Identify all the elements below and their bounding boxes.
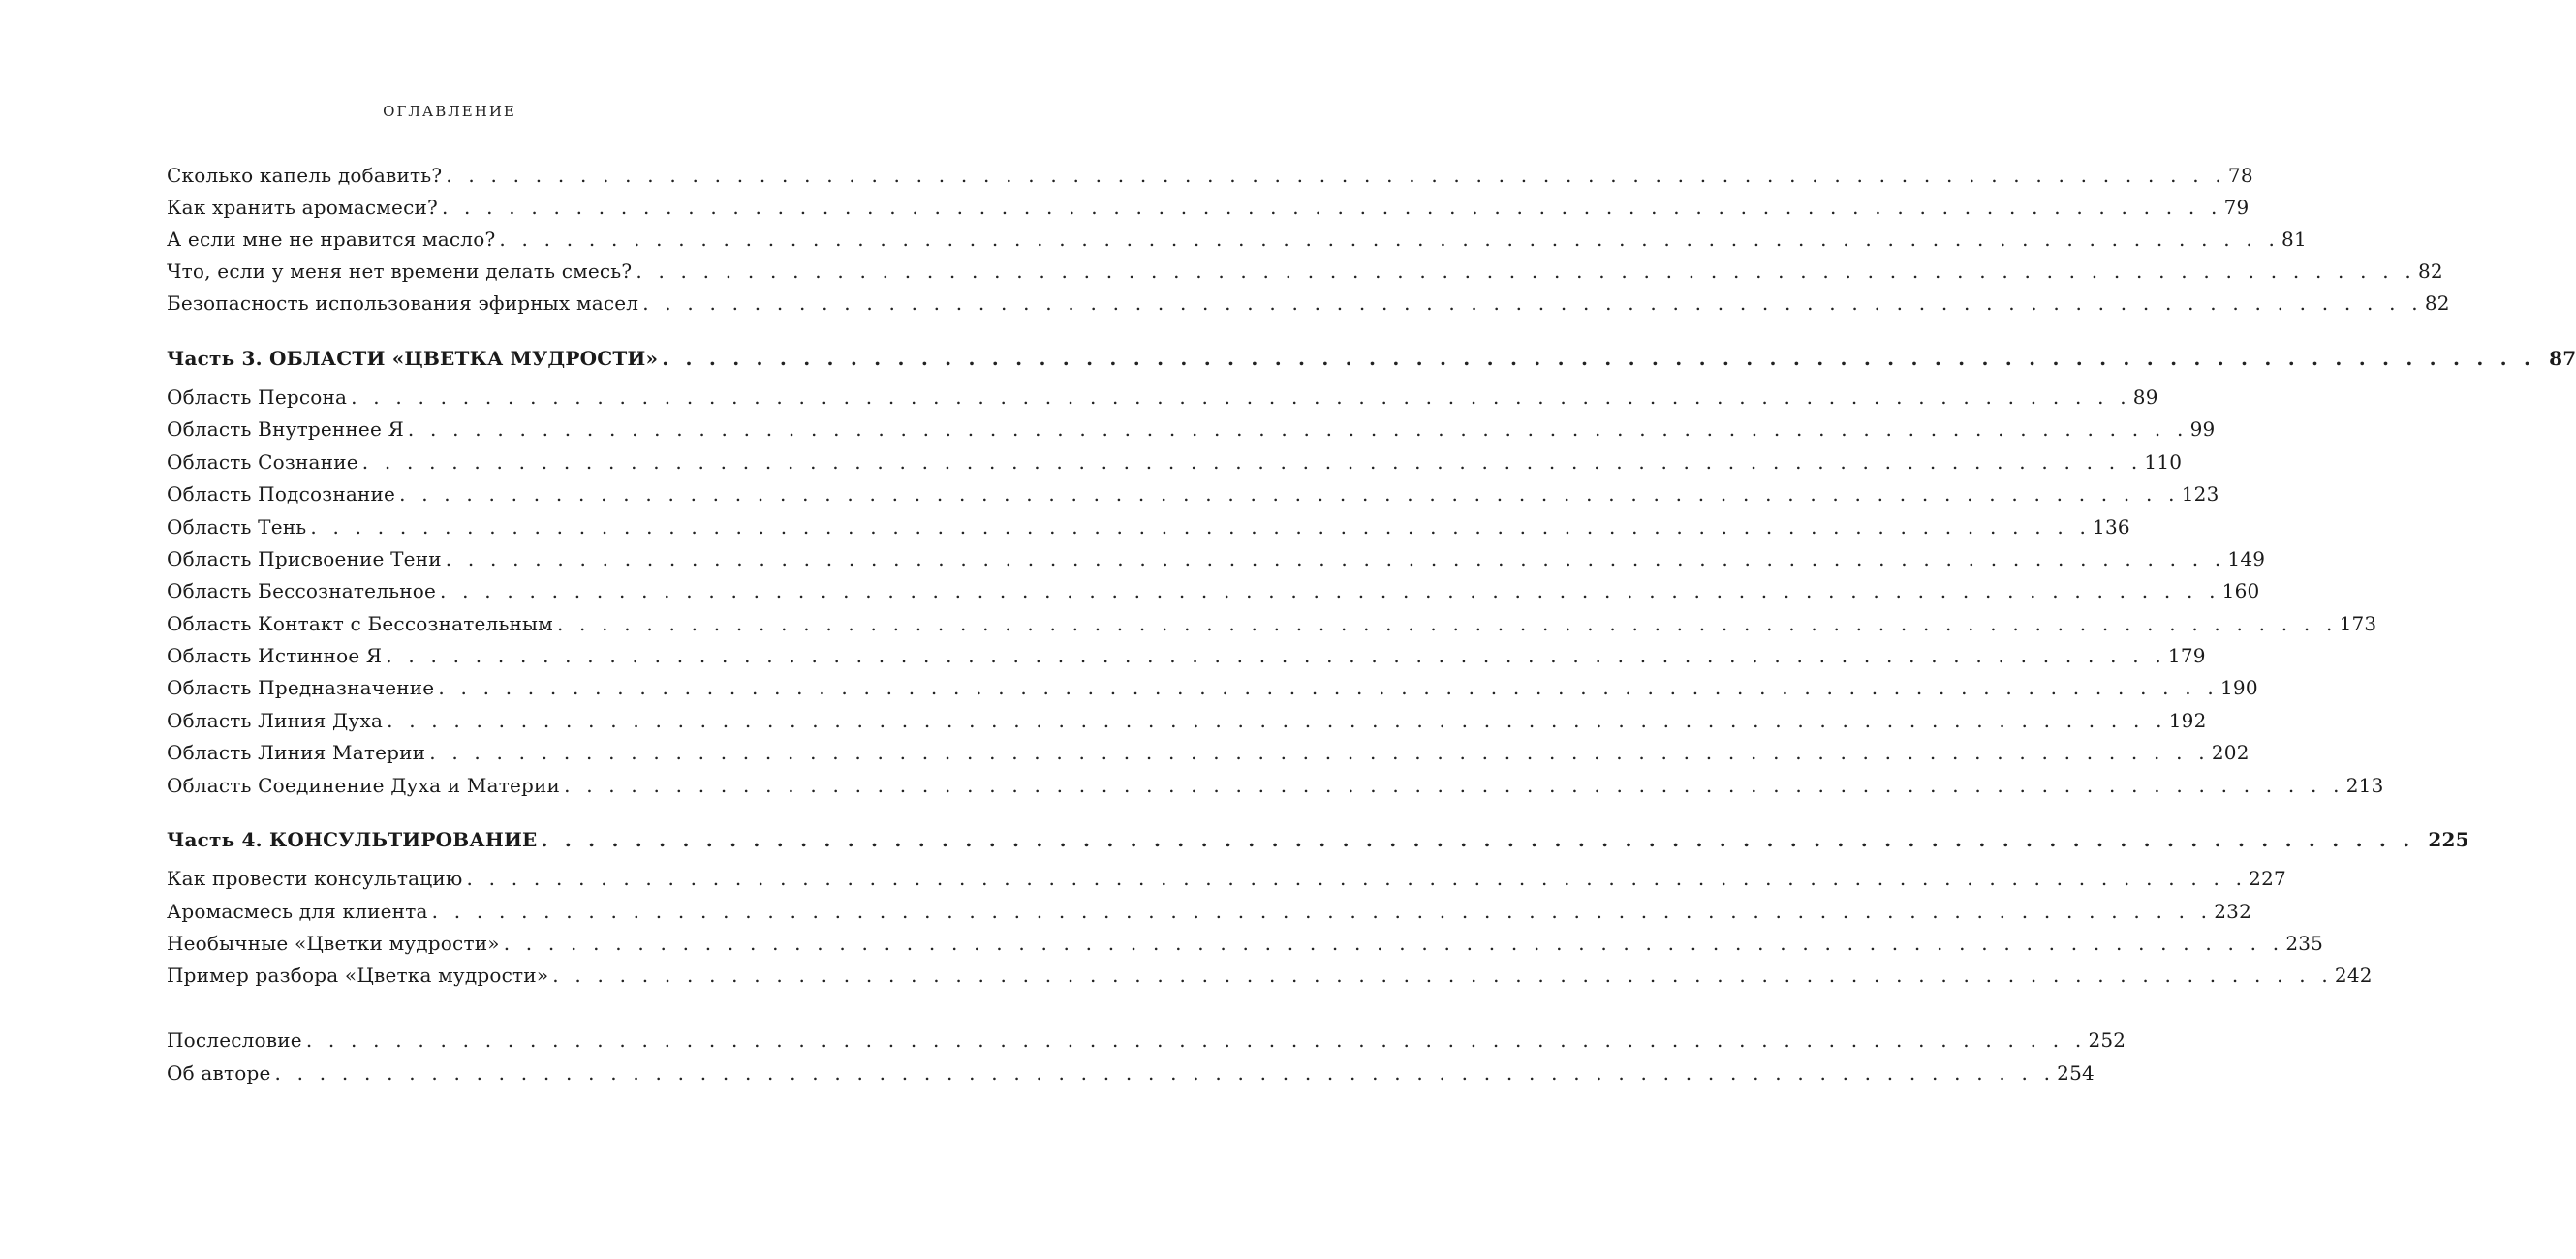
toc-entry-page: 213 bbox=[2345, 774, 2384, 797]
toc-entry[interactable] bbox=[167, 289, 2450, 318]
toc-leader: . . . . . . . . . . . . . . . . . . . . . . . . . . . . . . . . . . . . . . . . . . . . . . . . . . . . . . . . . . . . . . . . . . . . . . . . . . . . . . . . bbox=[541, 828, 2415, 851]
toc-leader: . . . . . . . . . . . . . . . . . . . . . . . . . . . . . . . . . . . . . . . . . . . . . . . . . . . . . . . . . . . . . . . . . . . . . . . . . . . . . . . . bbox=[310, 515, 2092, 538]
toc-entry-title: Пример разбора «Цветка мудрости» bbox=[167, 964, 549, 987]
toc-leader: . . . . . . . . . . . . . . . . . . . . . . . . . . . . . . . . . . . . . . . . . . . . . . . . . . . . . . . . . . . . . . . . . . . . . . . . . . . . . . . . bbox=[305, 1029, 2087, 1052]
toc-entry-page: 81 bbox=[2281, 228, 2307, 251]
toc-entry-page: 254 bbox=[2057, 1061, 2095, 1085]
toc-entry-title: Необычные «Цветки мудрости» bbox=[167, 932, 500, 955]
toc-entry[interactable] bbox=[167, 641, 2206, 670]
toc-part-heading[interactable] bbox=[167, 825, 2469, 854]
toc-entry[interactable] bbox=[167, 961, 2373, 990]
toc-entry-title: Об авторе bbox=[167, 1061, 271, 1085]
toc-leader: . . . . . . . . . . . . . . . . . . . . . . . . . . . . . . . . . . . . . . . . . . . . . . . . . . . . . . . . . . . . . . . . . . . . . . . . . . . . . . . . bbox=[466, 867, 2248, 890]
toc-entry[interactable] bbox=[167, 415, 2216, 444]
toc-entry-title: Область Линия Духа bbox=[167, 709, 384, 732]
toc-leader: . . . . . . . . . . . . . . . . . . . . . . . . . . . . . . . . . . . . . . . . . . . . . . . . . . . . . . . . . . . . . . . . . . . . . . . . . . . . . . . . bbox=[429, 741, 2210, 764]
toc-leader: . . . . . . . . . . . . . . . . . . . . . . . . . . . . . . . . . . . . . . . . . . . . . . . . . . . . . . . . . . . . . . . . . . . . . . . . . . . . . . . . bbox=[662, 347, 2536, 370]
toc-entry[interactable] bbox=[167, 447, 2183, 476]
toc-entry[interactable] bbox=[167, 257, 2443, 286]
toc-leader: . . . . . . . . . . . . . . . . . . . . . . . . . . . . . . . . . . . . . . . . . . . . . . . . . . . . . . . . . . . . . . . . . . . . . . . . . . . . . . . . bbox=[361, 450, 2143, 474]
toc-part-title: Часть 3. ОБЛАСТИ «ЦВЕТКА МУДРОСТИ» bbox=[167, 347, 659, 370]
running-head: ОГЛАВЛЕНИЕ bbox=[383, 103, 516, 120]
toc-leader: . . . . . . . . . . . . . . . . . . . . . . . . . . . . . . . . . . . . . . . . . . . . . . . . . . . . . . . . . . . . . . . . . . . . . . . . . . . . . . . . bbox=[556, 612, 2338, 635]
toc-entry-page: 227 bbox=[2249, 867, 2286, 890]
toc-entry-title: А если мне не нравится масло? bbox=[167, 228, 496, 251]
toc-leader: . . . . . . . . . . . . . . . . . . . . . . . . . . . . . . . . . . . . . . . . . . . . . . . . . . . . . . . . . . . . . . . . . . . . . . . . . . . . . . . . bbox=[441, 196, 2222, 219]
toc-entry[interactable] bbox=[167, 929, 2324, 958]
toc-leader: . . . . . . . . . . . . . . . . . . . . . . . . . . . . . . . . . . . . . . . . . . . . . . . . . . . . . . . . . . . . . . . . . . . . . . . . . . . . . . . . bbox=[642, 292, 2423, 315]
toc-entry-title: Как провести консультацию bbox=[167, 867, 463, 890]
toc-entry-page: 82 bbox=[2417, 260, 2443, 283]
toc-entry-page: 179 bbox=[2167, 644, 2206, 667]
toc-entry[interactable] bbox=[167, 1026, 2126, 1055]
toc-entry-page: 123 bbox=[2181, 482, 2219, 506]
toc-entry[interactable] bbox=[167, 544, 2266, 573]
toc-entry-title: Область Сознание bbox=[167, 450, 358, 474]
toc-entry-page: 89 bbox=[2132, 385, 2158, 409]
toc-entry[interactable] bbox=[167, 738, 2250, 767]
toc-entry-page: 99 bbox=[2189, 417, 2216, 441]
toc-leader: . . . . . . . . . . . . . . . . . . . . . . . . . . . . . . . . . . . . . . . . . . . . . . . . . . . . . . . . . . . . . . . . . . . . . . . . . . . . . . . . bbox=[387, 709, 2167, 732]
toc-entry-title: Что, если у меня нет времени делать смесь? bbox=[167, 260, 633, 283]
toc-entry[interactable] bbox=[167, 864, 2286, 893]
toc-entry-title: Как хранить аромасмеси? bbox=[167, 196, 438, 219]
toc-entry-page: 190 bbox=[2219, 676, 2258, 699]
toc-entry-title: Область Предназначение bbox=[167, 676, 435, 699]
toc-entry-title: Область Бессознательное bbox=[167, 579, 437, 602]
toc-entry[interactable] bbox=[167, 225, 2307, 254]
toc-entry-page: 82 bbox=[2424, 292, 2450, 315]
toc-leader: . . . . . . . . . . . . . . . . . . . . . . . . . . . . . . . . . . . . . . . . . . . . . . . . . . . . . . . . . . . . . . . . . . . . . . . . . . . . . . . . bbox=[386, 644, 2166, 667]
toc-leader: . . . . . . . . . . . . . . . . . . . . . . . . . . . . . . . . . . . . . . . . . . . . . . . . . . . . . . . . . . . . . . . . . . . . . . . . . . . . . . . . bbox=[636, 260, 2416, 283]
toc-entry[interactable] bbox=[167, 479, 2219, 508]
toc-leader: . . . . . . . . . . . . . . . . . . . . . . . . . . . . . . . . . . . . . . . . . . . . . . . . . . . . . . . . . . . . . . . . . . . . . . . . . . . . . . . . bbox=[438, 676, 2219, 699]
toc-leader: . . . . . . . . . . . . . . . . . . . . . . . . . . . . . . . . . . . . . . . . . . . . . . . . . . . . . . . . . . . . . . . . . . . . . . . . . . . . . . . . bbox=[445, 547, 2226, 570]
toc-entry[interactable] bbox=[167, 193, 2250, 222]
toc-entry-title: Область Линия Материи bbox=[167, 741, 426, 764]
toc-entry-page: 79 bbox=[2223, 196, 2250, 219]
toc-leader: . . . . . . . . . . . . . . . . . . . . . . . . . . . . . . . . . . . . . . . . . . . . . . . . . . . . . . . . . . . . . . . . . . . . . . . . . . . . . . . . bbox=[431, 900, 2213, 923]
toc-entry-page: 242 bbox=[2334, 964, 2373, 987]
toc-leader: . . . . . . . . . . . . . . . . . . . . . . . . . . . . . . . . . . . . . . . . . . . . . . . . . . . . . . . . . . . . . . . . . . . . . . . . . . . . . . . . bbox=[552, 964, 2333, 987]
toc-entry[interactable] bbox=[167, 897, 2252, 926]
toc-entry[interactable] bbox=[167, 673, 2258, 702]
toc-leader: . . . . . . . . . . . . . . . . . . . . . . . . . . . . . . . . . . . . . . . . . . . . . . . . . . . . . . . . . . . . . . . . . . . . . . . . . . . . . . . . bbox=[446, 164, 2226, 187]
toc-leader: . . . . . . . . . . . . . . . . . . . . . . . . . . . . . . . . . . . . . . . . . . . . . . . . . . . . . . . . . . . . . . . . . . . . . . . . . . . . . . . . bbox=[274, 1061, 2056, 1085]
toc-entry-page: 160 bbox=[2221, 579, 2260, 602]
toc-entry-title: Область Истинное Я bbox=[167, 644, 383, 667]
toc-entry-title: Сколько капель добавить? bbox=[167, 164, 443, 187]
toc-entry-page: 232 bbox=[2214, 900, 2252, 923]
toc-part-heading[interactable] bbox=[167, 344, 2576, 373]
toc-entry[interactable] bbox=[167, 576, 2260, 605]
toc-entry-title: Область Внутреннее Я bbox=[167, 417, 404, 441]
toc-leader: . . . . . . . . . . . . . . . . . . . . . . . . . . . . . . . . . . . . . . . . . . . . . . . . . . . . . . . . . . . . . . . . . . . . . . . . . . . . . . . . bbox=[564, 774, 2344, 797]
toc-entry-page: 252 bbox=[2088, 1029, 2126, 1052]
toc-entry[interactable] bbox=[167, 609, 2377, 638]
toc-entry-title: Область Соединение Духа и Материи bbox=[167, 774, 561, 797]
toc-leader: . . . . . . . . . . . . . . . . . . . . . . . . . . . . . . . . . . . . . . . . . . . . . . . . . . . . . . . . . . . . . . . . . . . . . . . . . . . . . . . . bbox=[407, 417, 2188, 441]
toc-leader: . . . . . . . . . . . . . . . . . . . . . . . . . . . . . . . . . . . . . . . . . . . . . . . . . . . . . . . . . . . . . . . . . . . . . . . . . . . . . . . . bbox=[351, 385, 2131, 409]
toc-leader: . . . . . . . . . . . . . . . . . . . . . . . . . . . . . . . . . . . . . . . . . . . . . . . . . . . . . . . . . . . . . . . . . . . . . . . . . . . . . . . . bbox=[399, 482, 2180, 506]
toc-part-page: 225 bbox=[2428, 828, 2469, 851]
toc-entry-page: 202 bbox=[2211, 741, 2250, 764]
toc-entry-title: Область Подсознание bbox=[167, 482, 396, 506]
toc-entry[interactable] bbox=[167, 161, 2253, 190]
toc-entry-title: Область Присвоение Тени bbox=[167, 547, 442, 570]
toc-entry-page: 136 bbox=[2093, 515, 2130, 538]
toc-entry-page: 149 bbox=[2227, 547, 2266, 570]
toc-entry-page: 110 bbox=[2144, 450, 2183, 474]
toc-entry-title: Безопасность использования эфирных масел bbox=[167, 292, 639, 315]
toc-entry[interactable] bbox=[167, 383, 2158, 412]
toc-leader: . . . . . . . . . . . . . . . . . . . . . . . . . . . . . . . . . . . . . . . . . . . . . . . . . . . . . . . . . . . . . . . . . . . . . . . . . . . . . . . . bbox=[499, 228, 2281, 251]
toc-entry[interactable] bbox=[167, 1059, 2095, 1088]
toc-entry-page: 192 bbox=[2168, 709, 2207, 732]
toc-entry[interactable] bbox=[167, 771, 2384, 800]
toc-entry[interactable] bbox=[167, 706, 2207, 735]
toc-entry-page: 173 bbox=[2339, 612, 2377, 635]
toc-entry-title: Область Контакт с Бессознательным bbox=[167, 612, 553, 635]
toc-entry-page: 78 bbox=[2227, 164, 2253, 187]
toc-entry[interactable] bbox=[167, 512, 2130, 541]
toc-entry-title: Аромасмесь для клиента bbox=[167, 900, 428, 923]
toc-leader: . . . . . . . . . . . . . . . . . . . . . . . . . . . . . . . . . . . . . . . . . . . . . . . . . . . . . . . . . . . . . . . . . . . . . . . . . . . . . . . . bbox=[503, 932, 2284, 955]
toc-entry-page: 235 bbox=[2285, 932, 2324, 955]
toc-entry-title: Послесловие bbox=[167, 1029, 302, 1052]
toc-part-page: 87 bbox=[2549, 347, 2576, 370]
toc-entry-title: Область Персона bbox=[167, 385, 348, 409]
toc-leader: . . . . . . . . . . . . . . . . . . . . . . . . . . . . . . . . . . . . . . . . . . . . . . . . . . . . . . . . . . . . . . . . . . . . . . . . . . . . . . . . bbox=[440, 579, 2220, 602]
toc-entry-title: Область Тень bbox=[167, 515, 307, 538]
toc-part-title: Часть 4. КОНСУЛЬТИРОВАНИЕ bbox=[167, 828, 538, 851]
